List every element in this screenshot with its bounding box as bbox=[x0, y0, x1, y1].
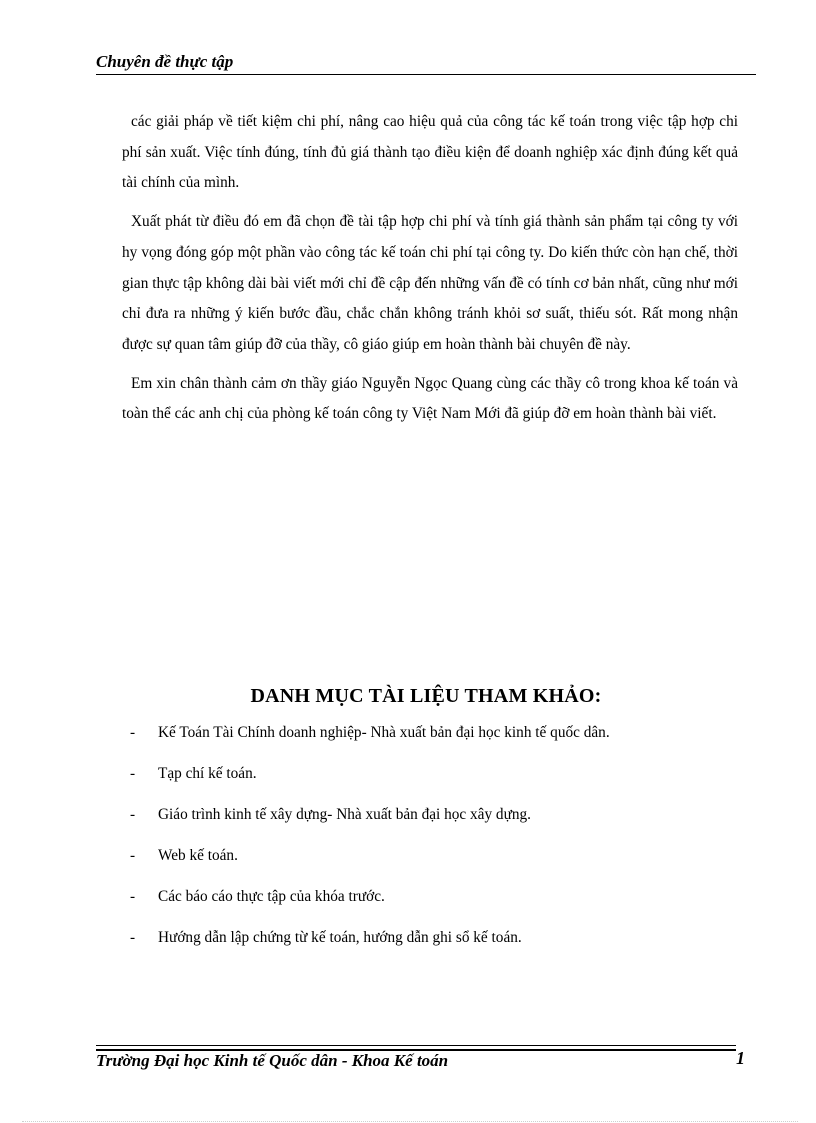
reference-item bbox=[130, 759, 750, 800]
page-edge-divider bbox=[22, 1121, 798, 1122]
reference-text: Web kế toán. bbox=[158, 847, 238, 864]
reference-item bbox=[130, 718, 750, 759]
page-header bbox=[96, 50, 756, 75]
references-list bbox=[130, 718, 750, 964]
header-title: Chuyên đề thực tập bbox=[96, 52, 234, 71]
reference-item bbox=[130, 923, 750, 964]
reference-item bbox=[130, 882, 750, 923]
list-dash: - bbox=[130, 724, 136, 741]
list-dash: - bbox=[130, 806, 136, 823]
footer-institution: Trường Đại học Kinh tế Quốc dân - Khoa Kế toán bbox=[96, 1051, 449, 1070]
reference-text: Kế Toán Tài Chính doanh nghiệp- Nhà xuất bản đại học kinh tế quốc dân. bbox=[158, 724, 610, 741]
paragraph: Em xin chân thành cảm ơn thầy giáo Nguyễn Ngọc Quang cùng các thầy cô trong khoa kế toán và toàn thể các anh chị của phòng kế toán công ty Việt Nam Mới đã giúp đỡ em hoàn thành bài viết. bbox=[122, 374, 738, 423]
paragraph: các giải pháp về tiết kiệm chi phí, nâng cao hiệu quả của công tác kế toán trong việc tập hợp chi phí sản xuất. Việc tính đúng, tính đủ giá thành tạo điều kiện để doanh nghiệp xác định đúng kết quả tài chính của mình. bbox=[122, 113, 738, 192]
reference-text: Hướng dẫn lập chứng từ kế toán, hướng dẫn ghi sổ kế toán. bbox=[158, 929, 522, 946]
paragraph: Xuất phát từ điều đó em đã chọn đề tài tập hợp chi phí và tính giá thành sản phẩm tại công ty với hy vọng đóng góp một phần vào công tác kế toán chi phí tại công ty. Do kiến thức còn hạn chế, thời gian thực tập không dài bài viết mới chỉ đề cập đến những vấn đề có tính cơ bản nhất, cũng như mới chỉ đưa ra những ý kiến bước đầu, chắc chắn không tránh khỏi sơ suất, thiếu sót. Rất mong nhận được sự quan tâm giúp đỡ của thầy, cô giáo giúp em hoàn thành bài chuyên đề này. bbox=[122, 213, 738, 353]
page-number: 1 bbox=[736, 1048, 745, 1068]
reference-item bbox=[130, 800, 750, 841]
reference-text: Tạp chí kế toán. bbox=[158, 765, 257, 782]
body-text bbox=[122, 107, 738, 438]
references-title: DANH MỤC TÀI LIỆU THAM KHẢO: bbox=[250, 685, 602, 707]
list-dash: - bbox=[130, 847, 136, 864]
reference-text: Giáo trình kinh tế xây dựng- Nhà xuất bản đại học xây dựng. bbox=[158, 806, 531, 823]
list-dash: - bbox=[130, 765, 136, 782]
reference-text: Các báo cáo thực tập của khóa trước. bbox=[158, 888, 385, 905]
reference-item bbox=[130, 841, 750, 882]
footer-rule bbox=[96, 1045, 736, 1046]
list-dash: - bbox=[130, 888, 136, 905]
list-dash: - bbox=[130, 929, 136, 946]
